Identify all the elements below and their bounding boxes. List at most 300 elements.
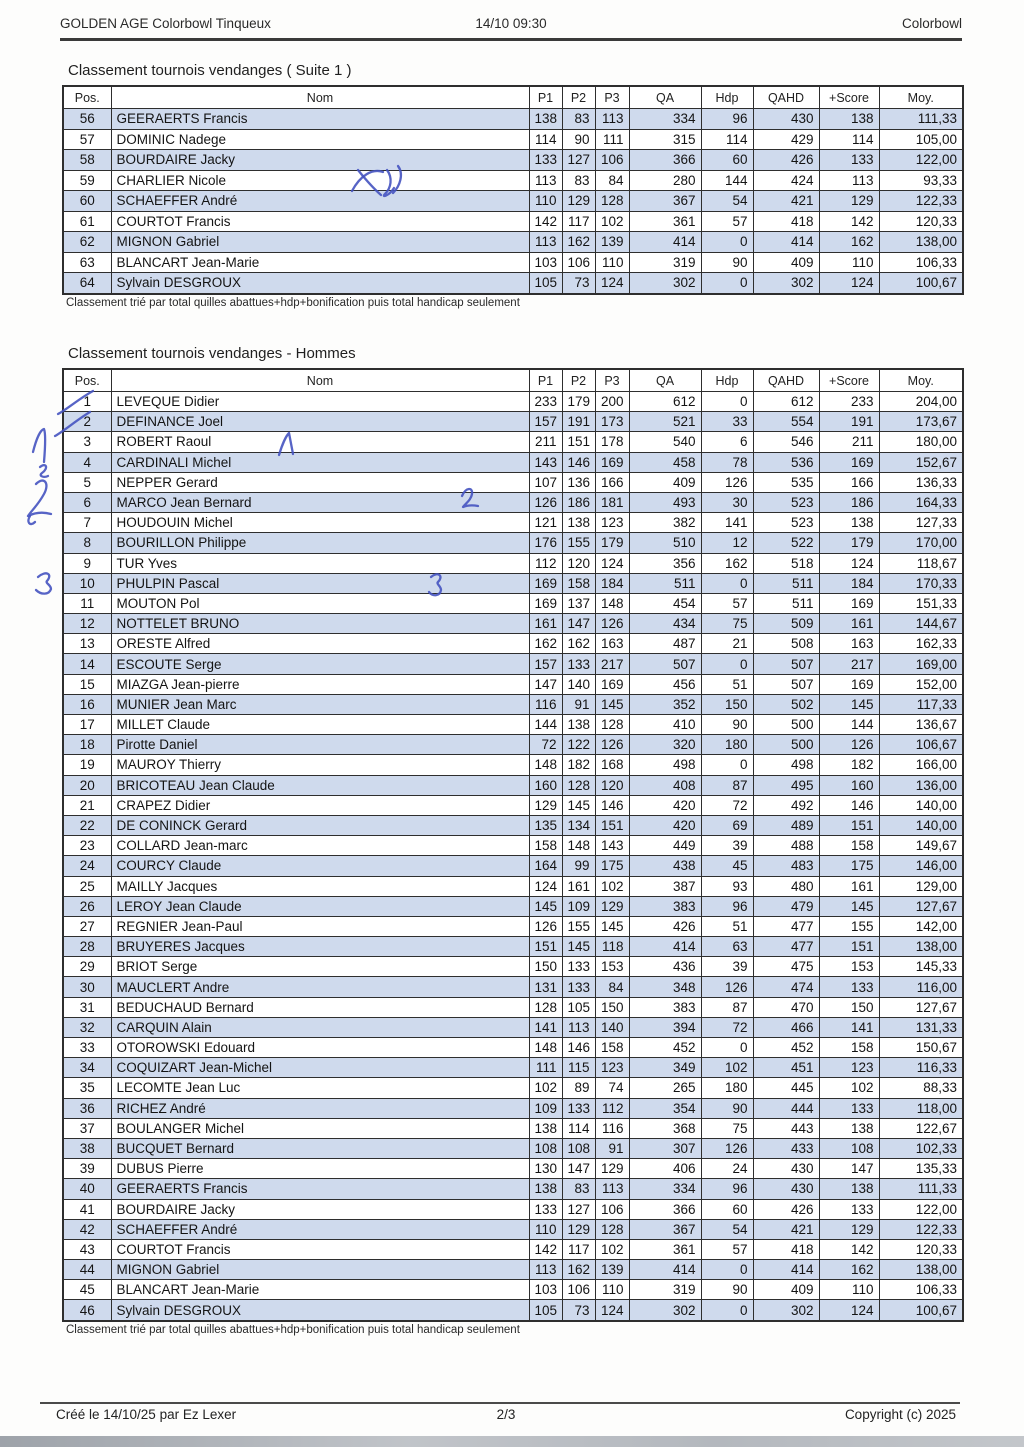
table-row xyxy=(63,1199,963,1219)
score-cell: 143 xyxy=(529,452,562,472)
score-cell: 45 xyxy=(701,856,753,876)
table-row xyxy=(63,432,963,452)
player-name-cell: LECOMTE Jean Luc xyxy=(111,1078,529,1098)
score-cell: 90 xyxy=(701,1098,753,1118)
pos-cell: 24 xyxy=(63,856,111,876)
score-cell: 410 xyxy=(629,715,701,735)
score-cell: 122,33 xyxy=(879,1219,963,1239)
player-name-cell: DOMINIC Nadege xyxy=(111,129,529,150)
pos-cell: 14 xyxy=(63,654,111,674)
table-row xyxy=(63,1058,963,1078)
player-name-cell: BUCQUET Bernard xyxy=(111,1138,529,1158)
pos-cell: 30 xyxy=(63,977,111,997)
score-cell: 178 xyxy=(595,432,629,452)
player-name-cell: BRICOTEAU Jean Claude xyxy=(111,775,529,795)
table-row xyxy=(63,129,963,150)
score-cell: 169 xyxy=(595,674,629,694)
score-cell: 150,67 xyxy=(879,1038,963,1058)
score-cell: 122,67 xyxy=(879,1118,963,1138)
score-cell: 143 xyxy=(595,836,629,856)
pos-cell: 46 xyxy=(63,1300,111,1321)
score-cell: 426 xyxy=(629,916,701,936)
score-cell: 90 xyxy=(562,129,595,150)
column-header-nom: Nom xyxy=(111,369,529,392)
score-cell: 414 xyxy=(753,232,819,253)
score-cell: 153 xyxy=(595,957,629,977)
score-cell: 406 xyxy=(629,1159,701,1179)
table-row xyxy=(63,755,963,775)
score-cell: 352 xyxy=(629,694,701,714)
score-cell: 445 xyxy=(753,1078,819,1098)
score-cell: 133 xyxy=(562,977,595,997)
player-name-cell: BEDUCHAUD Bernard xyxy=(111,997,529,1017)
score-cell: 150 xyxy=(529,957,562,977)
pos-cell: 11 xyxy=(63,593,111,613)
score-cell: 302 xyxy=(629,273,701,294)
score-cell: 91 xyxy=(562,694,595,714)
table-row xyxy=(63,654,963,674)
column-header-score: +Score xyxy=(819,369,879,392)
player-name-cell: BOULANGER Michel xyxy=(111,1118,529,1138)
score-cell: 155 xyxy=(562,533,595,553)
score-cell: 113 xyxy=(529,232,562,253)
score-cell: 57 xyxy=(701,1239,753,1259)
pen-margin-rank-2-mark xyxy=(28,481,51,524)
pos-cell: 7 xyxy=(63,513,111,533)
score-cell: 123 xyxy=(595,513,629,533)
score-cell: 510 xyxy=(629,533,701,553)
table-row xyxy=(63,957,963,977)
score-cell: 170,00 xyxy=(879,533,963,553)
player-name-cell: ORESTE Alfred xyxy=(111,634,529,654)
score-cell: 114 xyxy=(819,129,879,150)
score-cell: 130 xyxy=(529,1159,562,1179)
pos-cell: 45 xyxy=(63,1280,111,1300)
table-row xyxy=(63,150,963,171)
score-cell: 420 xyxy=(629,815,701,835)
score-cell: 144 xyxy=(701,170,753,191)
score-cell: 511 xyxy=(753,593,819,613)
score-cell: 129 xyxy=(819,1219,879,1239)
table-row xyxy=(63,412,963,432)
column-header-nom: Nom xyxy=(111,86,529,109)
score-cell: 147 xyxy=(562,614,595,634)
score-cell: 152,00 xyxy=(879,674,963,694)
score-cell: 191 xyxy=(819,412,879,432)
score-cell: 90 xyxy=(701,1280,753,1300)
score-cell: 394 xyxy=(629,1017,701,1037)
score-cell: 163 xyxy=(595,634,629,654)
pos-cell: 12 xyxy=(63,614,111,634)
score-cell: 169 xyxy=(595,452,629,472)
score-cell: 111 xyxy=(595,129,629,150)
table-row xyxy=(63,856,963,876)
player-name-cell: BLANCART Jean-Marie xyxy=(111,252,529,273)
table-row xyxy=(63,1118,963,1138)
score-cell: 138 xyxy=(819,109,879,130)
score-cell: 162 xyxy=(819,1260,879,1280)
table-row xyxy=(63,1300,963,1321)
score-cell: 51 xyxy=(701,674,753,694)
pos-cell: 18 xyxy=(63,735,111,755)
player-name-cell: Sylvain DESGROUX xyxy=(111,273,529,294)
score-cell: 110 xyxy=(529,1219,562,1239)
score-cell: 204,00 xyxy=(879,392,963,412)
column-header-qahd: QAHD xyxy=(753,369,819,392)
score-cell: 106,33 xyxy=(879,252,963,273)
score-cell: 361 xyxy=(629,1239,701,1259)
score-cell: 121 xyxy=(529,513,562,533)
score-cell: 148 xyxy=(529,1038,562,1058)
score-cell: 72 xyxy=(529,735,562,755)
score-cell: 116,00 xyxy=(879,977,963,997)
score-cell: 142 xyxy=(529,211,562,232)
player-name-cell: MOUTON Pol xyxy=(111,593,529,613)
score-cell: 507 xyxy=(753,654,819,674)
score-cell: 117 xyxy=(562,211,595,232)
table-row xyxy=(63,715,963,735)
score-cell: 110 xyxy=(595,1280,629,1300)
score-cell: 113 xyxy=(529,1260,562,1280)
player-name-cell: COURCY Claude xyxy=(111,856,529,876)
score-cell: 0 xyxy=(701,392,753,412)
score-cell: 424 xyxy=(753,170,819,191)
player-name-cell: BLANCART Jean-Marie xyxy=(111,1280,529,1300)
player-name-cell: Pirotte Daniel xyxy=(111,735,529,755)
footer-copyright: Copyright (c) 2025 xyxy=(844,1407,956,1422)
score-cell: 138 xyxy=(529,109,562,130)
pos-cell: 26 xyxy=(63,896,111,916)
score-cell: 124 xyxy=(529,876,562,896)
score-cell: 488 xyxy=(753,836,819,856)
score-cell: 88,33 xyxy=(879,1078,963,1098)
score-cell: 124 xyxy=(595,553,629,573)
table-row xyxy=(63,573,963,593)
score-cell: 438 xyxy=(629,856,701,876)
score-cell: 126 xyxy=(701,1138,753,1158)
score-cell: 507 xyxy=(629,654,701,674)
score-cell: 84 xyxy=(595,170,629,191)
table-row xyxy=(63,1280,963,1300)
player-name-cell: OTOROWSKI Edouard xyxy=(111,1038,529,1058)
score-cell: 500 xyxy=(753,715,819,735)
table-row xyxy=(63,252,963,273)
table-row xyxy=(63,694,963,714)
score-cell: 475 xyxy=(753,957,819,977)
score-cell: 168 xyxy=(595,755,629,775)
score-cell: 217 xyxy=(595,654,629,674)
score-cell: 108 xyxy=(562,1138,595,1158)
pos-cell: 37 xyxy=(63,1118,111,1138)
score-cell: 128 xyxy=(562,775,595,795)
score-cell: 116 xyxy=(529,694,562,714)
score-cell: 54 xyxy=(701,191,753,212)
score-cell: 511 xyxy=(629,573,701,593)
player-name-cell: MIAZGA Jean-pierre xyxy=(111,674,529,694)
table-row xyxy=(63,1017,963,1037)
score-cell: 498 xyxy=(753,755,819,775)
pos-cell: 35 xyxy=(63,1078,111,1098)
score-cell: 145 xyxy=(595,916,629,936)
score-cell: 138 xyxy=(819,513,879,533)
header-site-name: Colorbowl xyxy=(901,16,963,31)
score-cell: 128 xyxy=(529,997,562,1017)
score-cell: 160 xyxy=(819,775,879,795)
table-row xyxy=(63,1179,963,1199)
score-cell: 414 xyxy=(753,1260,819,1280)
score-cell: 433 xyxy=(753,1138,819,1158)
score-cell: 134 xyxy=(562,815,595,835)
score-cell: 110 xyxy=(529,191,562,212)
column-header-qa: QA xyxy=(629,86,701,109)
score-cell: 129 xyxy=(529,795,562,815)
score-cell: 430 xyxy=(753,1179,819,1199)
score-cell: 162 xyxy=(529,634,562,654)
score-cell: 140,00 xyxy=(879,815,963,835)
table-row xyxy=(63,1260,963,1280)
score-cell: 105 xyxy=(529,1300,562,1321)
score-cell: 137 xyxy=(562,593,595,613)
column-header-pos: Pos. xyxy=(63,369,111,392)
score-cell: 368 xyxy=(629,1118,701,1138)
column-header-moy: Moy. xyxy=(879,86,963,109)
score-cell: 367 xyxy=(629,191,701,212)
score-cell: 105 xyxy=(529,273,562,294)
score-cell: 138 xyxy=(562,715,595,735)
score-cell: 182 xyxy=(562,755,595,775)
score-cell: 162 xyxy=(562,634,595,654)
table-row xyxy=(63,553,963,573)
score-cell: 126 xyxy=(529,492,562,512)
score-cell: 315 xyxy=(629,129,701,150)
score-cell: 123 xyxy=(819,1058,879,1078)
score-cell: 149,67 xyxy=(879,836,963,856)
score-cell: 367 xyxy=(629,1219,701,1239)
score-cell: 348 xyxy=(629,977,701,997)
score-cell: 180,00 xyxy=(879,432,963,452)
score-cell: 480 xyxy=(753,876,819,896)
column-header-pos: Pos. xyxy=(63,86,111,109)
table-row xyxy=(63,1098,963,1118)
score-cell: 409 xyxy=(753,252,819,273)
score-cell: 179 xyxy=(595,533,629,553)
pos-cell: 38 xyxy=(63,1138,111,1158)
pos-cell: 43 xyxy=(63,1239,111,1259)
score-cell: 148 xyxy=(529,755,562,775)
player-name-cell: CRAPEZ Didier xyxy=(111,795,529,815)
score-cell: 0 xyxy=(701,273,753,294)
table-row xyxy=(63,273,963,294)
score-cell: 73 xyxy=(562,273,595,294)
score-cell: 179 xyxy=(819,533,879,553)
score-cell: 184 xyxy=(595,573,629,593)
score-cell: 117,33 xyxy=(879,694,963,714)
score-cell: 147 xyxy=(529,674,562,694)
score-cell: 106,33 xyxy=(879,1280,963,1300)
score-cell: 106,67 xyxy=(879,735,963,755)
score-cell: 466 xyxy=(753,1017,819,1037)
score-cell: 162 xyxy=(562,1260,595,1280)
score-cell: 60 xyxy=(701,1199,753,1219)
score-cell: 166,00 xyxy=(879,755,963,775)
pos-cell: 1 xyxy=(63,392,111,412)
player-name-cell: PHULPIN Pascal xyxy=(111,573,529,593)
score-cell: 265 xyxy=(629,1078,701,1098)
pos-cell: 36 xyxy=(63,1098,111,1118)
score-cell: 115 xyxy=(562,1058,595,1078)
pos-cell: 29 xyxy=(63,957,111,977)
score-cell: 146 xyxy=(562,1038,595,1058)
score-cell: 145 xyxy=(819,896,879,916)
player-name-cell: MIGNON Gabriel xyxy=(111,232,529,253)
score-cell: 93,33 xyxy=(879,170,963,191)
player-name-cell: REGNIER Jean-Paul xyxy=(111,916,529,936)
score-cell: 158 xyxy=(595,1038,629,1058)
score-cell: 108 xyxy=(529,1138,562,1158)
column-header-qahd: QAHD xyxy=(753,86,819,109)
player-name-cell: MIGNON Gabriel xyxy=(111,1260,529,1280)
footer-page-number: 2/3 xyxy=(496,1407,516,1422)
score-cell: 320 xyxy=(629,735,701,755)
score-cell: 162 xyxy=(819,232,879,253)
score-cell: 449 xyxy=(629,836,701,856)
table-row xyxy=(63,1038,963,1058)
score-cell: 139 xyxy=(595,232,629,253)
score-cell: 133 xyxy=(562,654,595,674)
player-name-cell: BOURDAIRE Jacky xyxy=(111,150,529,171)
score-cell: 356 xyxy=(629,553,701,573)
pos-cell: 61 xyxy=(63,211,111,232)
score-cell: 383 xyxy=(629,997,701,1017)
score-cell: 126 xyxy=(529,916,562,936)
score-cell: 128 xyxy=(595,191,629,212)
score-cell: 181 xyxy=(595,492,629,512)
score-cell: 75 xyxy=(701,614,753,634)
score-cell: 493 xyxy=(629,492,701,512)
score-cell: 111 xyxy=(529,1058,562,1078)
score-cell: 102 xyxy=(701,1058,753,1078)
table1-wrap xyxy=(62,85,964,309)
score-cell: 182 xyxy=(819,755,879,775)
score-cell: 175 xyxy=(595,856,629,876)
score-cell: 129,00 xyxy=(879,876,963,896)
score-cell: 164,33 xyxy=(879,492,963,512)
player-name-cell: GEERAERTS Francis xyxy=(111,1179,529,1199)
score-cell: 155 xyxy=(562,916,595,936)
score-cell: 451 xyxy=(753,1058,819,1078)
score-cell: 444 xyxy=(753,1098,819,1118)
table2-note: Classement trié par total quilles abattues+hdp+bonification puis total handicap seulement xyxy=(66,1323,520,1336)
score-cell: 133 xyxy=(562,1098,595,1118)
table-row xyxy=(63,937,963,957)
pos-cell: 22 xyxy=(63,815,111,835)
score-cell: 102 xyxy=(595,1239,629,1259)
score-cell: 114 xyxy=(701,129,753,150)
score-cell: 138 xyxy=(529,1179,562,1199)
score-cell: 133 xyxy=(529,150,562,171)
player-name-cell: NEPPER Gerard xyxy=(111,472,529,492)
score-cell: 120,33 xyxy=(879,211,963,232)
score-cell: 133 xyxy=(819,150,879,171)
score-cell: 133 xyxy=(819,977,879,997)
score-cell: 161 xyxy=(529,614,562,634)
score-cell: 382 xyxy=(629,513,701,533)
score-cell: 141 xyxy=(701,513,753,533)
score-cell: 145 xyxy=(595,694,629,714)
score-cell: 133 xyxy=(562,957,595,977)
score-cell: 418 xyxy=(753,211,819,232)
score-cell: 521 xyxy=(629,412,701,432)
score-cell: 112 xyxy=(595,1098,629,1118)
score-cell: 458 xyxy=(629,452,701,472)
score-cell: 366 xyxy=(629,1199,701,1219)
pos-cell: 20 xyxy=(63,775,111,795)
pos-cell: 15 xyxy=(63,674,111,694)
score-cell: 0 xyxy=(701,755,753,775)
score-cell: 157 xyxy=(529,412,562,432)
score-cell: 612 xyxy=(753,392,819,412)
player-name-cell: CARQUIN Alain xyxy=(111,1017,529,1037)
score-cell: 302 xyxy=(629,1300,701,1321)
player-name-cell: BOURDAIRE Jacky xyxy=(111,1199,529,1219)
score-cell: 426 xyxy=(753,150,819,171)
table-row xyxy=(63,795,963,815)
score-cell: 0 xyxy=(701,573,753,593)
score-cell: 110 xyxy=(595,252,629,273)
score-cell: 434 xyxy=(629,614,701,634)
score-cell: 140 xyxy=(595,1017,629,1037)
table-row xyxy=(63,211,963,232)
score-cell: 72 xyxy=(701,1017,753,1037)
header-row xyxy=(63,369,963,392)
table-row xyxy=(63,1239,963,1259)
player-name-cell: MILLET Claude xyxy=(111,715,529,735)
score-cell: 102 xyxy=(529,1078,562,1098)
score-cell: 186 xyxy=(562,492,595,512)
score-cell: 502 xyxy=(753,694,819,714)
score-cell: 113 xyxy=(595,1179,629,1199)
table2-title: Classement tournois vendanges - Hommes xyxy=(68,345,356,362)
score-cell: 500 xyxy=(753,735,819,755)
score-cell: 414 xyxy=(629,937,701,957)
table-row xyxy=(63,452,963,472)
score-cell: 118,67 xyxy=(879,553,963,573)
player-name-cell: MARCO Jean Bernard xyxy=(111,492,529,512)
table-row xyxy=(63,634,963,654)
score-cell: 120 xyxy=(595,775,629,795)
score-cell: 127 xyxy=(562,150,595,171)
table-row xyxy=(63,513,963,533)
score-cell: 126 xyxy=(819,735,879,755)
pos-cell: 10 xyxy=(63,573,111,593)
score-cell: 145 xyxy=(562,795,595,815)
score-cell: 57 xyxy=(701,593,753,613)
table-row xyxy=(63,232,963,253)
score-cell: 123 xyxy=(595,1058,629,1078)
score-cell: 127 xyxy=(562,1199,595,1219)
score-cell: 138 xyxy=(562,513,595,533)
score-cell: 106 xyxy=(562,1280,595,1300)
score-cell: 151 xyxy=(819,815,879,835)
score-cell: 509 xyxy=(753,614,819,634)
score-cell: 158 xyxy=(562,573,595,593)
score-cell: 173,67 xyxy=(879,412,963,432)
pos-cell: 64 xyxy=(63,273,111,294)
score-cell: 145 xyxy=(819,694,879,714)
score-cell: 153 xyxy=(819,957,879,977)
score-cell: 138 xyxy=(819,1118,879,1138)
score-cell: 383 xyxy=(629,896,701,916)
